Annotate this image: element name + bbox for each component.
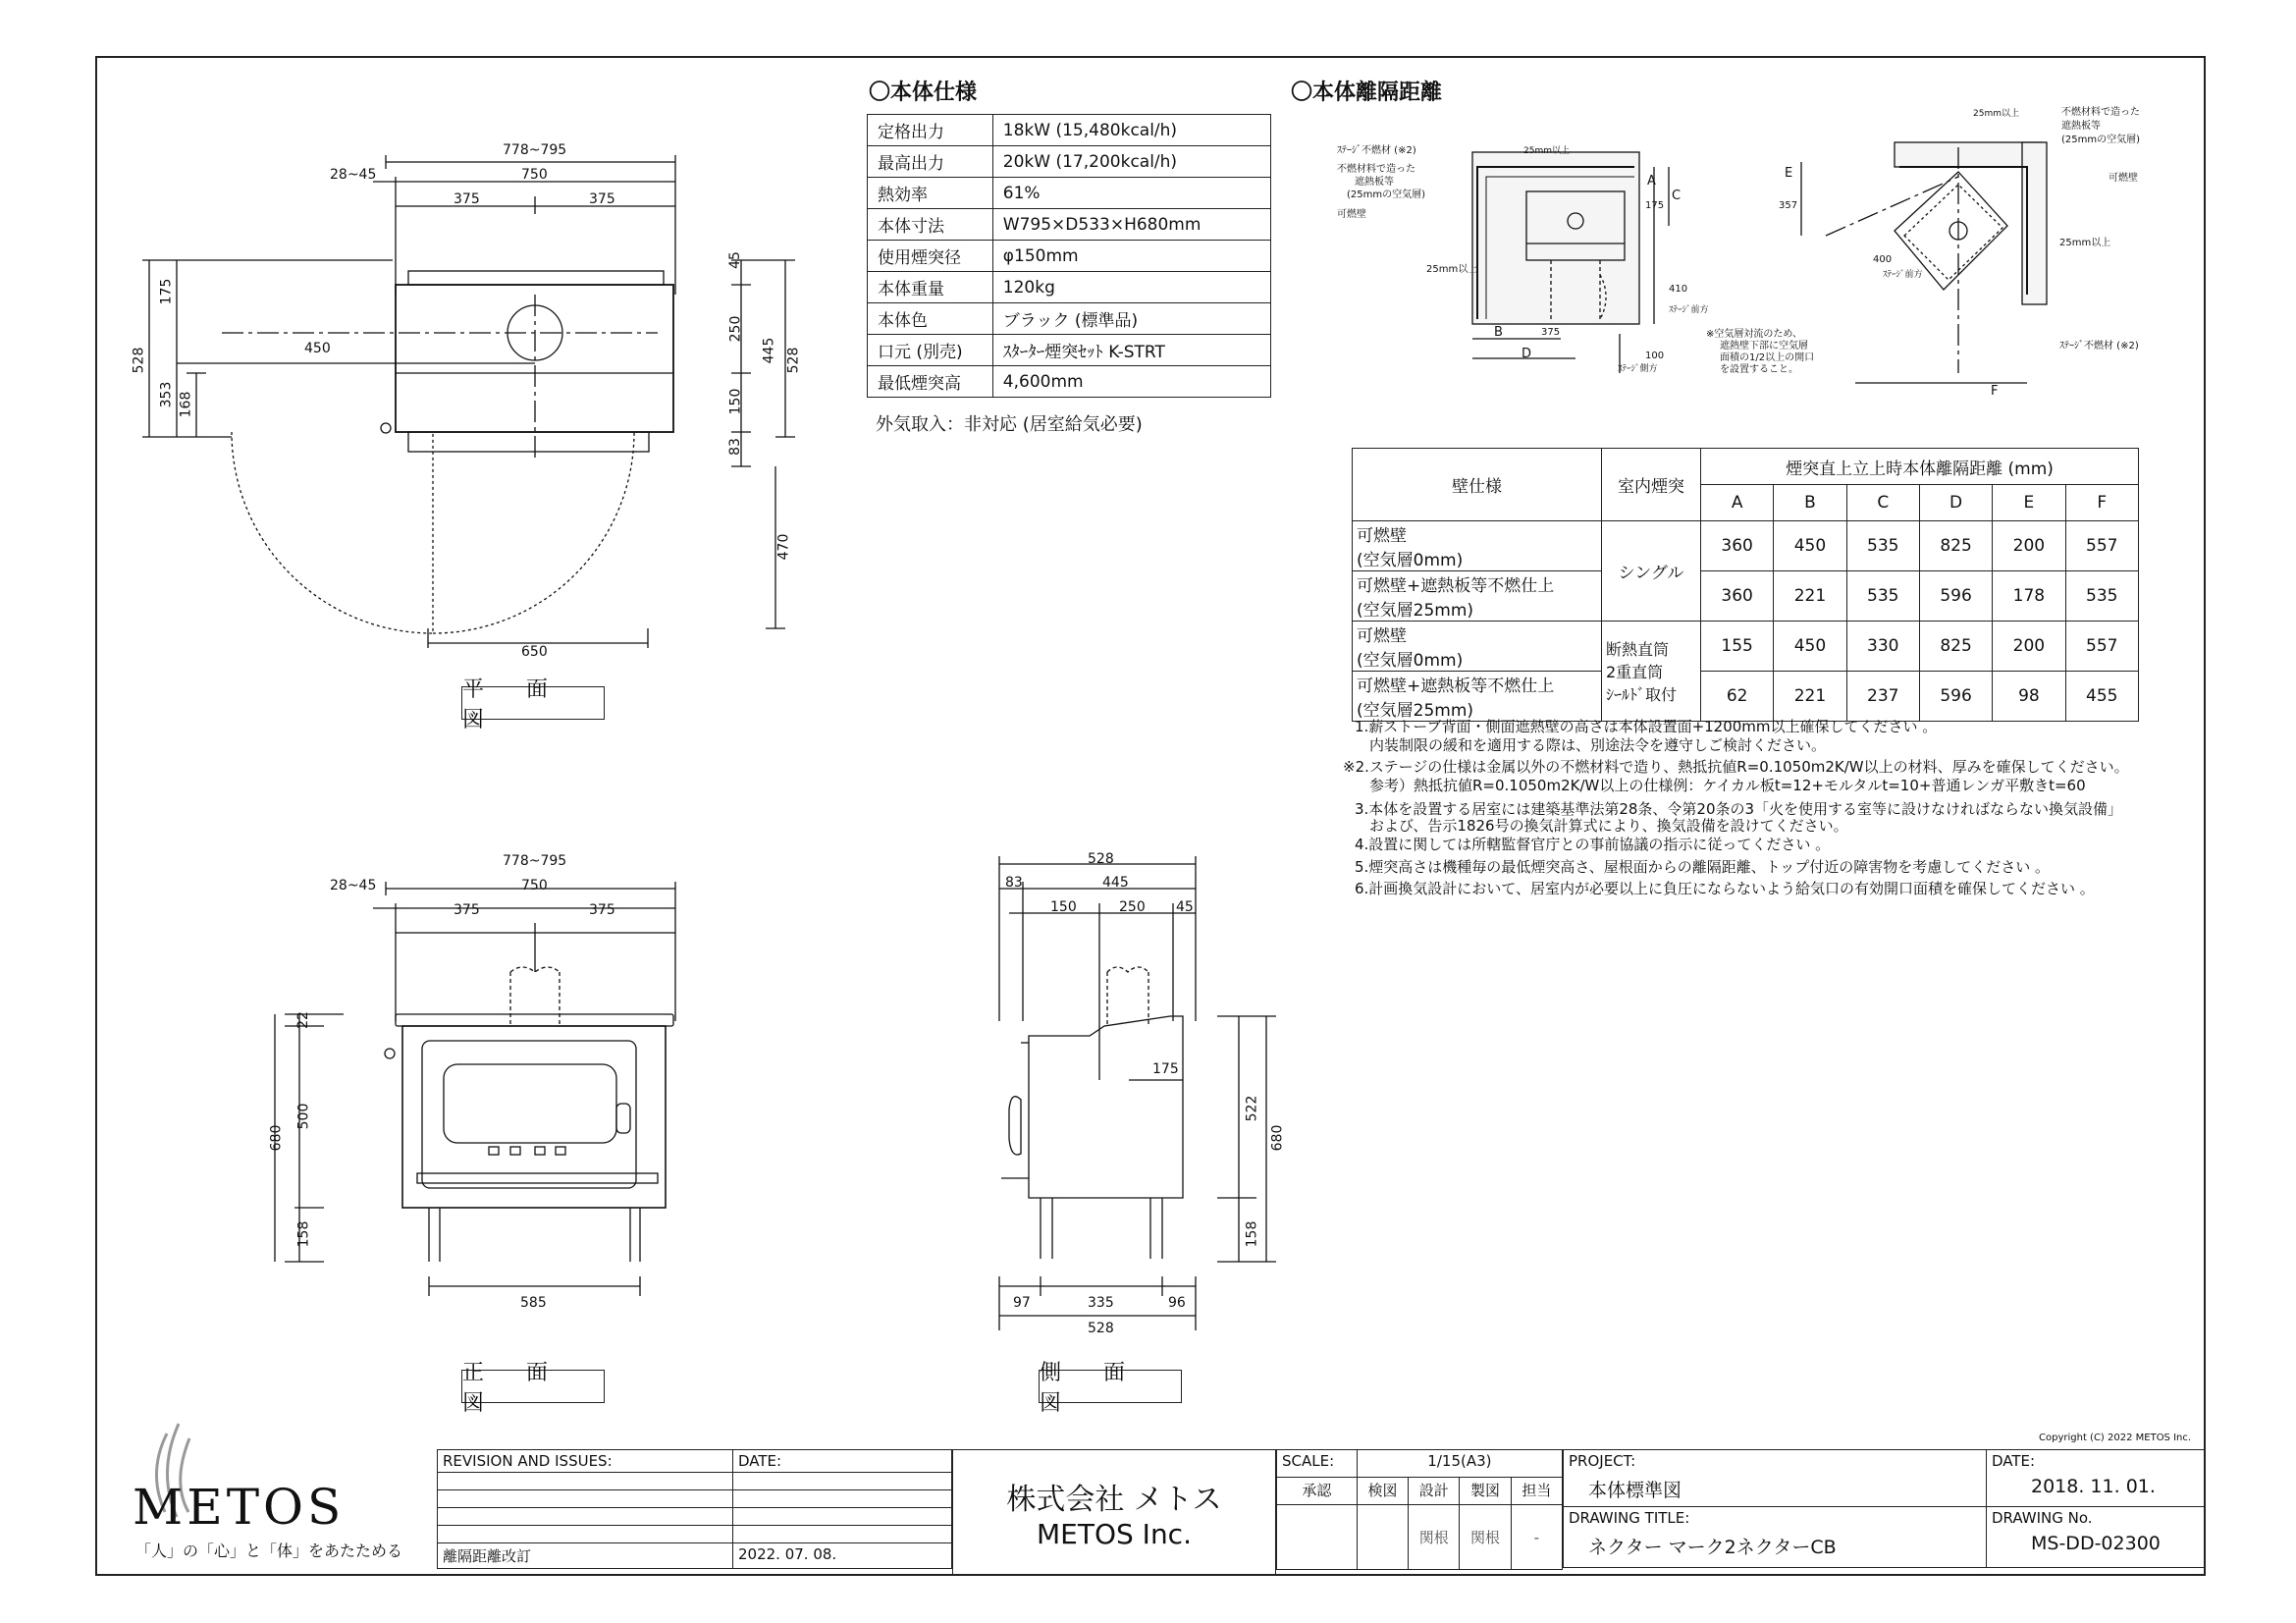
dim-label: 83	[1005, 875, 1023, 891]
spec-row: 最高出力 20kW (17,200kcal/h)	[868, 146, 1271, 178]
diagram-label: (25mmの空気層)	[2061, 135, 2141, 145]
table-row: 可燃壁+遮熱板等不燃仕上 (空気層25mm) 62 221 237 596 98 455	[1353, 672, 2139, 722]
dim-label: 528	[131, 347, 147, 374]
dim-label: 168	[178, 391, 194, 418]
dim-label: 158	[295, 1220, 312, 1248]
spec-row: 熱効率 61%	[868, 178, 1271, 209]
diagram-label: ｽﾃｰｼﾞ前方	[1669, 305, 1709, 315]
diagram-label: 遮熱板等	[2061, 121, 2101, 132]
plan-view-title: 平 面 図	[461, 686, 605, 720]
dim-label: 335	[1088, 1295, 1114, 1311]
note-2b: 参考）熱抵抗値R=0.1050m2K/W以上の仕様例：ケイカル板t=12+モルタルt=10+普通レンガ平敷きt=60	[1355, 777, 2086, 794]
note-2: ※2.ステージの仕様は金属以外の不燃材料で造り、熱抵抗値R=0.1050m2K/W以上の材料、厚みを確保してください。	[1343, 758, 2129, 776]
diagram-label: ｽﾃｰｼﾞ不燃材 (※2)	[1337, 145, 1416, 156]
diagram-label: ※空気層対流のため、	[1706, 329, 1802, 340]
note-3b: および、告示1826号の換気計算式により、換気設備を設けてください。	[1355, 817, 1848, 835]
diagram-label: B	[1494, 325, 1503, 340]
table-row: 可燃壁+遮熱板等不燃仕上 (空気層25mm) 360 221 535 596 178 535	[1353, 571, 2139, 622]
dim-label: 680	[268, 1124, 285, 1152]
diagram-label: 175	[1645, 200, 1665, 211]
dim-label: 450	[304, 341, 331, 356]
note-6: 6.計画換気設計において、居室内が必要以上に負圧にならないよう給気口の有効開口面積を確保してください 。	[1355, 880, 2095, 897]
spec-row: 最低煙突高 4,600mm	[868, 366, 1271, 398]
table-row: 可燃壁 (空気層0mm) 断熱直筒 2重直筒 ｼｰﾙﾄﾞ取付 155 450 330 825 200 557	[1353, 622, 2139, 672]
clearance-heading: 〇本体離隔距離	[1291, 81, 1443, 105]
plan-view-drawing	[142, 155, 795, 648]
logo-tagline: 「人」の「心」と「体」をあたためる	[135, 1542, 403, 1560]
revision-block: REVISION AND ISSUES: DATE: 離隔距離改訂 2022. 07. 08.	[437, 1449, 952, 1569]
dim-label: 750	[521, 167, 548, 183]
company-block	[952, 1449, 1276, 1575]
diagram-label: C	[1672, 189, 1682, 203]
spec-row: 口元 (別売) ｽﾀｰﾀｰ煙突ｾｯﾄ K-STRT	[868, 335, 1271, 366]
dim-label: 250	[727, 315, 744, 343]
note-4: 4.設置に関しては所轄監督官庁との事前協議の指示に従ってください 。	[1355, 836, 1831, 853]
note-5: 5.煙突高さは機種毎の最低煙突高さ、屋根面からの離隔距離、トップ付近の障害物を考慮してください 。	[1355, 858, 2051, 876]
diagram-label: 25mm以上	[1426, 264, 1478, 275]
diagram-label: 410	[1669, 284, 1688, 295]
clearance-diagram-corner	[1801, 142, 2047, 383]
diagram-label: 100	[1645, 351, 1665, 361]
dim-label: 375	[454, 902, 480, 918]
dim-label: 250	[1119, 899, 1146, 915]
diagram-label: 25mm以上	[2059, 238, 2111, 248]
diagram-label: ｽﾃｰｼﾞ不燃材 (※2)	[2059, 341, 2139, 352]
diagram-label: 357	[1779, 200, 1798, 211]
copyright: Copyright (C) 2022 METOS Inc.	[2039, 1433, 2192, 1443]
scale-value: 1/15(A3)	[1357, 1450, 1562, 1478]
revision-entry: 離隔距離改訂	[438, 1543, 733, 1569]
dim-label: 28~45	[330, 167, 377, 183]
dim-label: 96	[1168, 1295, 1186, 1311]
company-jp: 株式会社 メトス	[1006, 1482, 1222, 1517]
dim-label: 45	[726, 251, 743, 269]
dim-label: 680	[1269, 1124, 1286, 1152]
dim-label: 175	[158, 278, 175, 305]
dim-label: 83	[726, 438, 743, 456]
scale-approval-block: SCALE: 1/15(A3) 承認 検図 設計 製図 担当 関根 関根 -	[1276, 1449, 1563, 1570]
dim-label: 150	[727, 388, 744, 415]
note-1: 1.薪ストーブ背面・側面遮熱壁の高さは本体設置面+1200mm以上確保してください 。	[1355, 718, 1938, 735]
dim-label: 22	[294, 1011, 311, 1029]
dim-label: 522	[1244, 1095, 1260, 1122]
side-view-drawing	[999, 856, 1276, 1330]
spec-heading: 〇本体仕様	[869, 81, 978, 105]
spec-row: 本体重量 120kg	[868, 272, 1271, 303]
project-value: 本体標準図	[1588, 1480, 1682, 1501]
spec-row: 本体色 ブラック (標準品)	[868, 303, 1271, 335]
dim-label: 375	[589, 902, 615, 918]
diagram-label: 不燃材料で造った	[2061, 107, 2140, 118]
col-chimney: 室内煙突	[1602, 449, 1701, 521]
clearance-table: 壁仕様 室内煙突 煙突直上立上時本体離隔距離 (mm) A B C D E F 可燃壁 (空気層0mm) シングル 360 450 535 825 200 557 可燃壁+遮熱板等不燃仕上 (空気層25mm) 360 221 535 596 178 535 可燃壁 (空気層0mm) 断熱直筒 2重直筒 ｼｰﾙﾄﾞ取付 155 450 330 825 200 557 可燃壁+遮熱板等不燃仕上 (空気層25mm) 62 221 237 596 98 455	[1352, 448, 2139, 722]
spec-row: 定格出力 18kW (15,480kcal/h)	[868, 115, 1271, 146]
dim-label: 778~795	[503, 142, 567, 158]
front-view-drawing	[275, 882, 675, 1296]
diagram-label: を設置すること。	[1720, 364, 1798, 375]
clearance-diagram-front	[1472, 152, 1669, 373]
dim-label: 353	[158, 381, 175, 408]
dim-label: 528	[1088, 1321, 1114, 1336]
diagram-label: E	[1785, 166, 1793, 181]
company-en: METOS Inc.	[1037, 1517, 1192, 1550]
logo-wordmark: METOS	[133, 1479, 346, 1536]
dim-label: 778~795	[503, 853, 567, 869]
side-view-title: 側 面 図	[1039, 1370, 1182, 1403]
diagram-label: 面積の1/2以上の開口	[1720, 352, 1815, 363]
dim-label: 470	[775, 533, 792, 561]
dim-label: 650	[521, 644, 548, 660]
dim-label: 445	[1102, 875, 1129, 891]
spec-row: 本体寸法 W795×D533×H680mm	[868, 209, 1271, 241]
dim-label: 500	[295, 1103, 312, 1130]
note-1b: 内装制限の緩和を適用する際は、別途法令を遵守しご検討ください。	[1355, 736, 1827, 754]
dim-label: 750	[521, 878, 548, 893]
diagram-label: 400	[1873, 254, 1893, 265]
dim-label: 528	[785, 347, 802, 374]
dim-label: 150	[1050, 899, 1077, 915]
diagram-label: 25mm以上	[1523, 146, 1570, 156]
diagram-label: 375	[1541, 327, 1561, 338]
spec-table	[867, 114, 1271, 398]
diagram-label: F	[1991, 384, 1999, 399]
dim-label: 175	[1152, 1061, 1179, 1077]
dim-label: 45	[1176, 899, 1194, 915]
revision-date: 2022. 07. 08.	[733, 1543, 952, 1569]
drawing-title: ネクター マーク2ネクターCB	[1588, 1537, 1837, 1558]
diagram-label: A	[1647, 174, 1656, 189]
col-group: 煙突直上立上時本体離隔距離 (mm)	[1701, 449, 2139, 485]
dim-label: 375	[454, 191, 480, 207]
col-wall: 壁仕様	[1353, 449, 1602, 521]
dim-label: 528	[1088, 851, 1114, 867]
dim-label: 158	[1244, 1220, 1260, 1248]
note-3: 3.本体を設置する居室には建築基準法第28条、令第20条の3「火を使用する室等に設けなければならない換気設備」	[1355, 800, 2123, 818]
diagram-label: 不燃材料で造った	[1337, 164, 1415, 175]
diagram-label: 25mm以上	[1973, 109, 2019, 119]
dim-label: 97	[1013, 1295, 1031, 1311]
diagram-label: 遮熱板等	[1355, 177, 1394, 188]
drawing-date: 2018. 11. 01.	[2031, 1476, 2156, 1497]
diagram-label: 可燃壁	[2109, 173, 2138, 184]
diagram-label: ｽﾃｰｼﾞ側方	[1618, 364, 1658, 374]
diagram-label: 遮熱壁下部に空気層	[1720, 341, 1808, 352]
dim-label: 585	[520, 1295, 547, 1311]
project-block: PROJECT: 本体標準図 DATE: 2018. 11. 01. DRAWING TITLE: ネクター マーク2ネクターCB DRAWING No. MS-DD-02300	[1563, 1449, 2206, 1568]
front-view-title: 正 面 図	[461, 1370, 605, 1403]
dim-label: 445	[761, 337, 777, 364]
dim-label: 375	[589, 191, 615, 207]
air-intake-note: 外気取入：非対応 (居室給気必要)	[876, 414, 1143, 435]
dim-label: 28~45	[330, 878, 377, 893]
table-row: 可燃壁 (空気層0mm) シングル 360 450 535 825 200 557	[1353, 521, 2139, 571]
diagram-label: 可燃壁	[1337, 209, 1366, 220]
drawing-number: MS-DD-02300	[2031, 1533, 2161, 1554]
diagram-label: ｽﾃｰｼﾞ前方	[1883, 270, 1923, 280]
diagram-label: D	[1522, 347, 1532, 361]
spec-row: 使用煙突径 φ150mm	[868, 241, 1271, 272]
diagram-label: (25mmの空気層)	[1347, 189, 1426, 200]
